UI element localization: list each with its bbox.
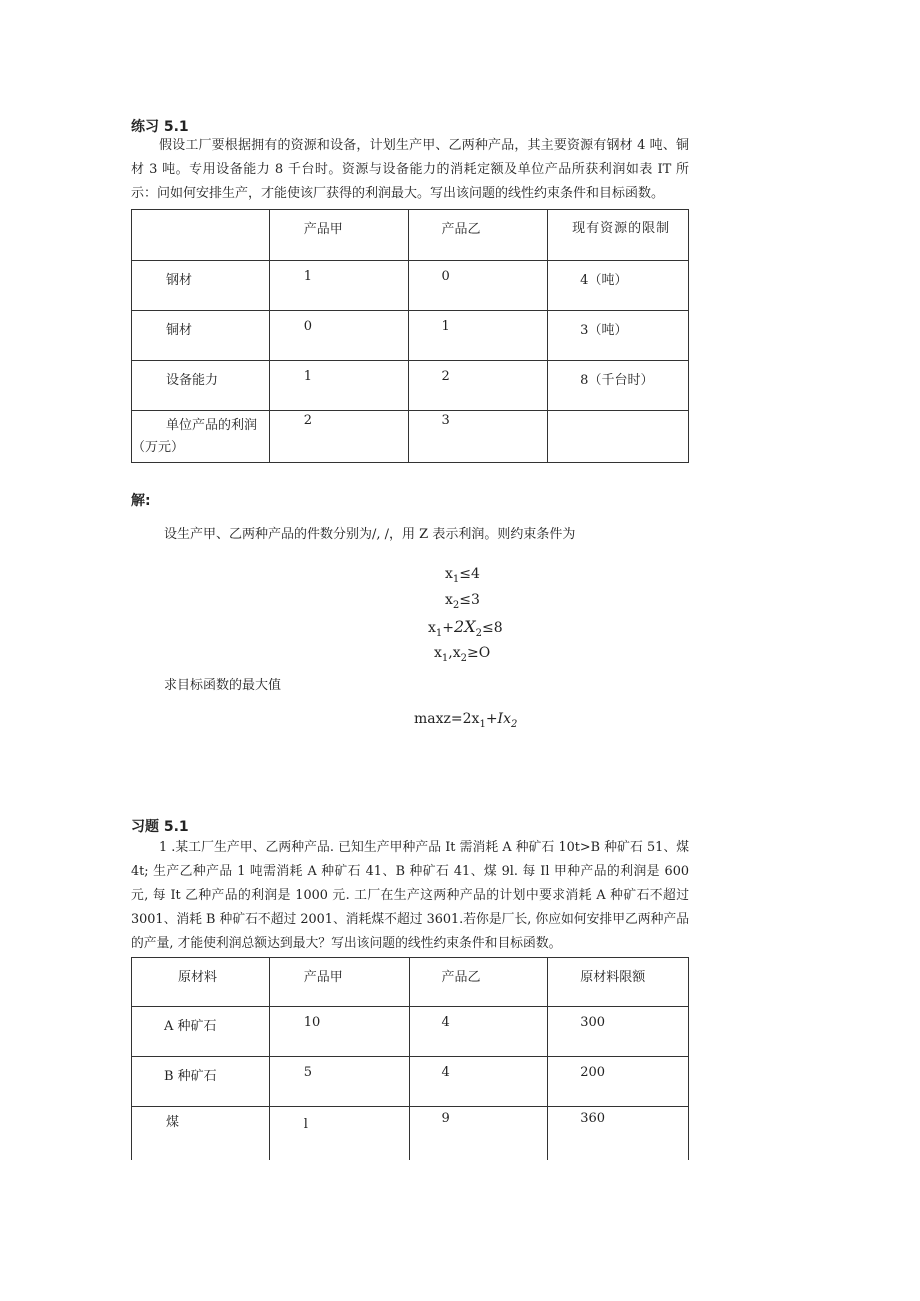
table-cell: 360 bbox=[548, 1107, 689, 1160]
table-cell: 10 bbox=[269, 1007, 409, 1057]
table-cell: 9 bbox=[409, 1107, 548, 1160]
table-header-cell: 产品乙 bbox=[409, 958, 548, 1007]
objective-label: 求目标函数的最大值 bbox=[164, 678, 282, 693]
table-cell: 单位产品的利润（万元） bbox=[132, 411, 270, 463]
exercise-paragraph: 假设工厂要根据拥有的资源和设备，计划生产甲、乙两种产品，其主要资源有钢材 4 吨、铜材 3 吨。专用设备能力 8 千台时。资源与设备能力的消耗定额及单位产品所获利润如表 IT 所示：问如何安排生产，才能使该厂获得的利润最大。写出该问题的线性约束条件和目标函数。 bbox=[131, 138, 689, 201]
table-row bbox=[132, 361, 689, 411]
table-cell: 1 bbox=[269, 361, 409, 411]
table-row bbox=[132, 311, 689, 361]
problem-paragraph: 1 .某工厂生产甲、乙两种产品. 已知生产甲种产品 It 需消耗 A 种矿石 10t>B 种矿石 51、煤 4t; 生产乙种产品 1 吨需消耗 A 种矿石 41、B 种矿石 41、煤 9l. 每 Il 甲种产品的利润是 600 元, 每 It 乙种产品的利润是 1000 元. 工厂在生产这两种产品的计划中要求消耗 A 种矿石不超过 3001、消耗 B 种矿石不超过 2001、消耗煤不超过 3601.若你是厂长, 你应如何安排甲乙两种产品的产量, 才能使利润总额达到最大？写出该问题的线性约束条件和目标函数。 bbox=[131, 840, 689, 951]
table-header-cell: 现有资源的限制 bbox=[548, 210, 689, 261]
table-header-row bbox=[132, 210, 689, 261]
table-header-cell: 产品甲 bbox=[269, 958, 409, 1007]
table-header-cell: 产品乙 bbox=[409, 210, 548, 261]
table-header-cell: 原材料限额 bbox=[548, 958, 689, 1007]
table-row bbox=[132, 1057, 689, 1107]
table-header-cell bbox=[132, 210, 270, 261]
table-cell: 铜材 bbox=[132, 311, 270, 361]
table-cell: 8（千台时） bbox=[548, 361, 689, 411]
table-row bbox=[132, 1007, 689, 1057]
solution-intro: 设生产甲、乙两种产品的件数分别为/, /，用 Z 表示利润。则约束条件为 bbox=[164, 527, 576, 542]
table-header-cell: 原材料 bbox=[132, 958, 270, 1007]
table-cell: 1 bbox=[269, 261, 409, 311]
table-row bbox=[132, 1107, 689, 1160]
constraint-3: $x_1+2X_2\le 8$ bbox=[428, 617, 503, 639]
table-row bbox=[132, 411, 689, 463]
table-cell: 4 bbox=[409, 1057, 548, 1107]
table-cell: 1 bbox=[409, 311, 548, 361]
solution-heading: 解: bbox=[131, 493, 151, 509]
objective-function: $\max z=2x_1+Ix_2$ bbox=[414, 711, 518, 730]
exercise-heading: 练习 5.1 bbox=[131, 119, 189, 135]
table-cell: l bbox=[269, 1107, 409, 1160]
constraint-1: $x_1\le 4$ bbox=[445, 566, 480, 585]
table-cell: 设备能力 bbox=[132, 361, 270, 411]
table-cell: 5 bbox=[269, 1057, 409, 1107]
constraint-4: $x_1,x_2\ge O$ bbox=[434, 645, 491, 664]
table-cell: 200 bbox=[548, 1057, 689, 1107]
table-cell: 4 bbox=[409, 1007, 548, 1057]
table-row bbox=[132, 261, 689, 311]
table-cell: B 种矿石 bbox=[132, 1057, 270, 1107]
table-cell bbox=[548, 411, 689, 463]
table-cell: 300 bbox=[548, 1007, 689, 1057]
table-cell: 3 bbox=[409, 411, 548, 463]
table-cell: 2 bbox=[409, 361, 548, 411]
table-cell: 钢材 bbox=[132, 261, 270, 311]
table-cell: 0 bbox=[409, 261, 548, 311]
material-table bbox=[131, 957, 689, 1160]
table-cell: 煤 bbox=[132, 1107, 270, 1160]
table-cell: 2 bbox=[269, 411, 409, 463]
table-header-row bbox=[132, 958, 689, 1007]
table-cell: 4（吨） bbox=[548, 261, 689, 311]
resource-table bbox=[131, 209, 689, 463]
constraint-2: $x_2\le 3$ bbox=[445, 592, 480, 611]
problem-heading: 习题 5.1 bbox=[131, 819, 189, 835]
table-header-cell: 产品甲 bbox=[269, 210, 409, 261]
table-cell: 0 bbox=[269, 311, 409, 361]
table-cell: 3（吨） bbox=[548, 311, 689, 361]
table-cell: A 种矿石 bbox=[132, 1007, 270, 1057]
